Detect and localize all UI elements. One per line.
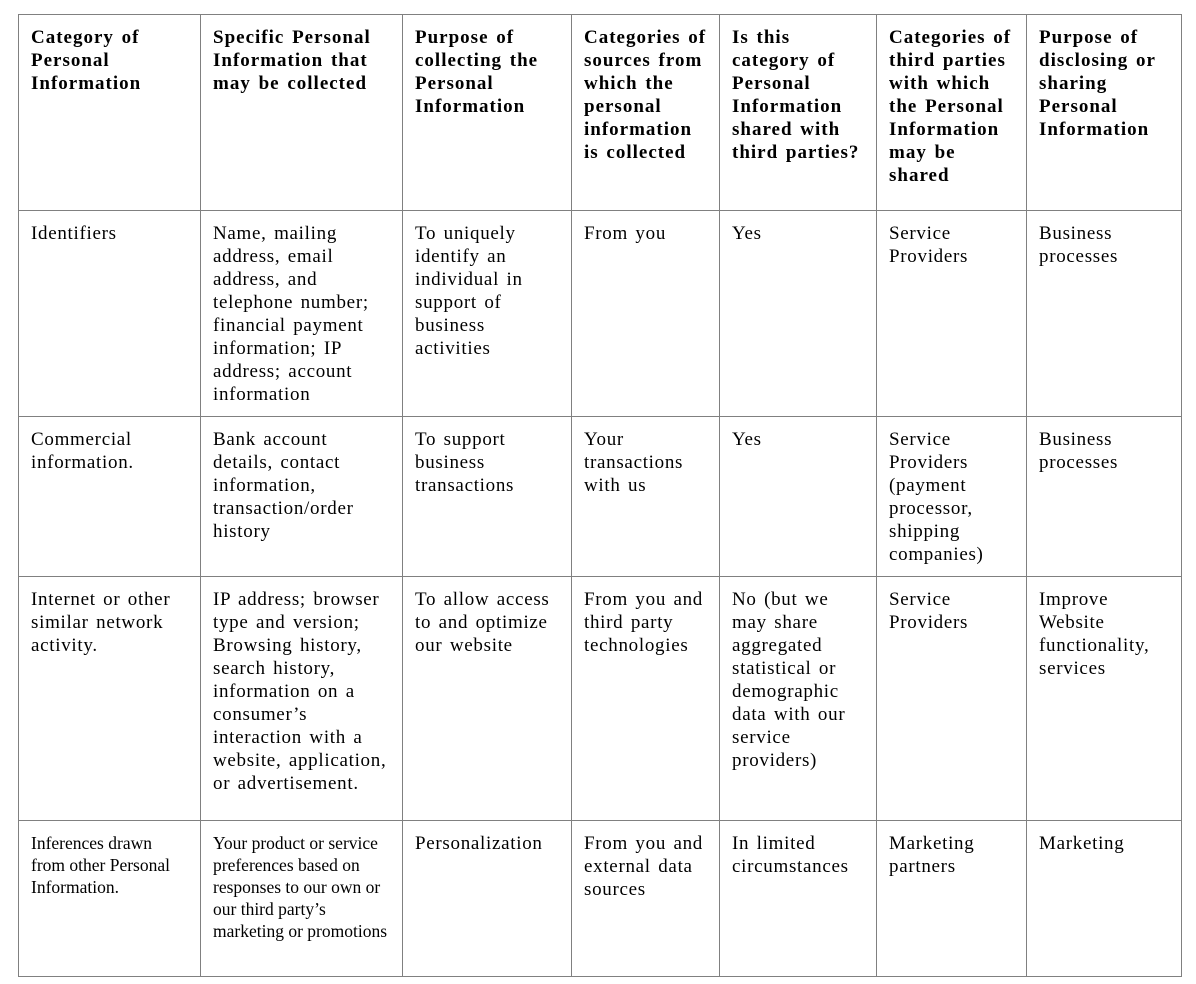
table-cell: Commercial information.: [19, 417, 201, 577]
table-cell: Inferences drawn from other Personal Information.: [19, 821, 201, 977]
table-cell: Yes: [720, 211, 877, 417]
column-header-third-party-categories: Categories of third parties with which the Personal Information may be shared: [877, 15, 1027, 211]
privacy-disclosure-table: [18, 14, 1182, 977]
table-cell: Business processes: [1027, 417, 1182, 577]
table-cell: No (but we may share aggregated statistical or demographic data with our service providers): [720, 577, 877, 821]
table-cell: Identifiers: [19, 211, 201, 417]
table-row-internet-activity: [19, 577, 1182, 821]
table-cell: Improve Website functionality, services: [1027, 577, 1182, 821]
table-cell: Your transactions with us: [572, 417, 720, 577]
table-header-row: [19, 15, 1182, 211]
table-cell: To support business transactions: [403, 417, 572, 577]
table-cell: Name, mailing address, email address, and telephone number; financial payment information; IP address; account information: [201, 211, 403, 417]
table-cell: From you: [572, 211, 720, 417]
table-cell: In limited circumstances: [720, 821, 877, 977]
table-cell: Marketing partners: [877, 821, 1027, 977]
column-header-category: Category of Personal Information: [19, 15, 201, 211]
table-cell: Service Providers (payment processor, shipping companies): [877, 417, 1027, 577]
table-cell: Marketing: [1027, 821, 1182, 977]
column-header-specific-info: Specific Personal Information that may be collected: [201, 15, 403, 211]
table-cell: Personalization: [403, 821, 572, 977]
table-row-inferences: [19, 821, 1182, 977]
table-cell: From you and external data sources: [572, 821, 720, 977]
table-cell: Internet or other similar network activity.: [19, 577, 201, 821]
column-header-shared-third-parties: Is this category of Personal Information shared with third parties?: [720, 15, 877, 211]
table-cell: To allow access to and optimize our website: [403, 577, 572, 821]
table-row-identifiers: [19, 211, 1182, 417]
table-cell: IP address; browser type and version; Browsing history, search history, information on a consumer’s interaction with a website, application, or advertisement.: [201, 577, 403, 821]
table-cell: Bank account details, contact information, transaction/order history: [201, 417, 403, 577]
table-cell: Yes: [720, 417, 877, 577]
table-cell: Service Providers: [877, 577, 1027, 821]
table-cell: From you and third party technologies: [572, 577, 720, 821]
table-row-commercial-information: [19, 417, 1182, 577]
column-header-purpose-collecting: Purpose of collecting the Personal Information: [403, 15, 572, 211]
column-header-sources: Categories of sources from which the personal information is collected: [572, 15, 720, 211]
table-cell: Service Providers: [877, 211, 1027, 417]
table-cell: To uniquely identify an individual in support of business activities: [403, 211, 572, 417]
table-cell: Your product or service preferences based on responses to our own or our third party’s marketing or promotions: [201, 821, 403, 977]
table-cell: Business processes: [1027, 211, 1182, 417]
column-header-purpose-disclosing: Purpose of disclosing or sharing Personal Information: [1027, 15, 1182, 211]
